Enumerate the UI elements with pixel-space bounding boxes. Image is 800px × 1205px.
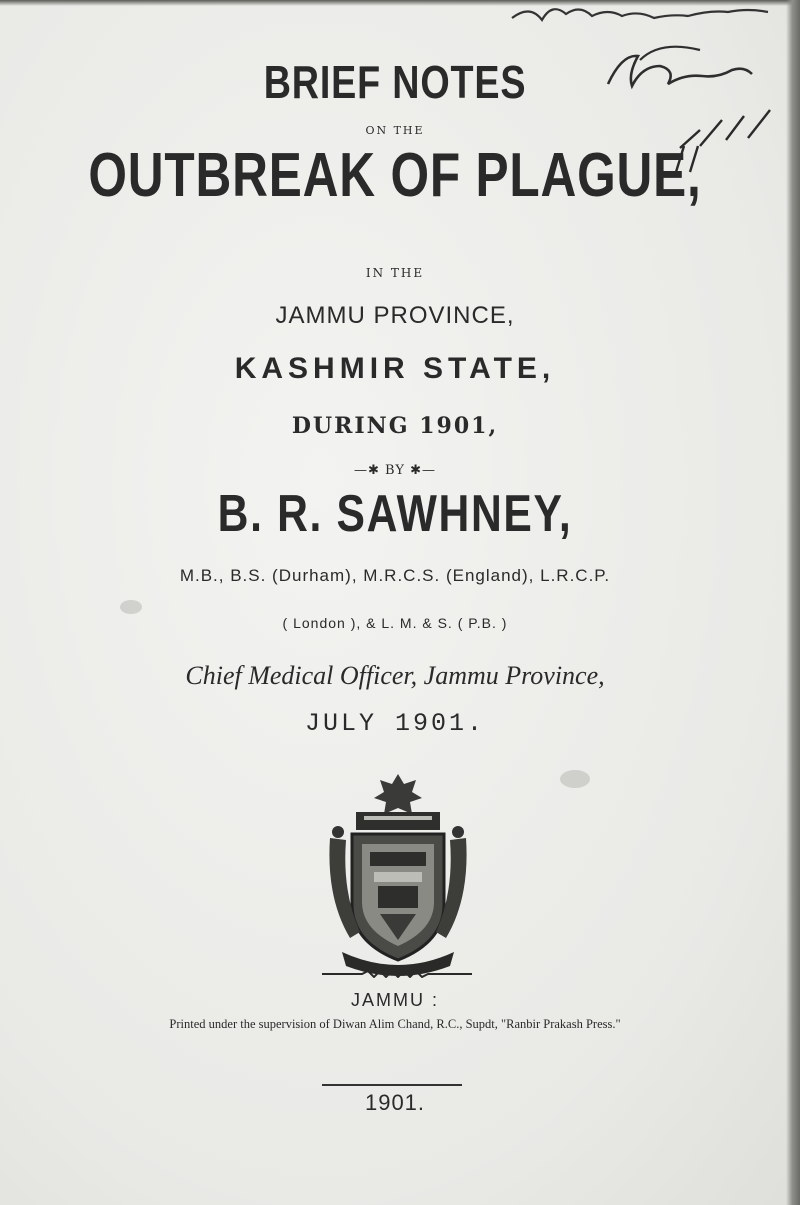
during-year-text: DURING 1901, [291, 413, 499, 439]
handwriting-top-right [512, 9, 768, 20]
author-degrees-2: ( London ), & L. M. & S. ( P.B. ) [282, 615, 508, 631]
title-line-brief-notes: BRIEF NOTES [263, 56, 527, 108]
state-text: KASHMIR STATE, [234, 352, 556, 385]
state-crest-icon [318, 768, 478, 978]
publication-year: 1901. [364, 1090, 426, 1115]
title-line-outbreak: OUTBREAK OF PLAGUE, [88, 141, 702, 210]
author-degrees-1: M.B., B.S. (Durham), M.R.C.S. (England), L.R.C.P. [179, 566, 611, 585]
publisher-city: JAMMU : [351, 990, 439, 1010]
title-connector: ON THE [365, 124, 425, 137]
page-top-shadow [0, 0, 800, 6]
decorative-rule [322, 970, 482, 978]
printer-line: Printed under the supervision of Diwan Alim Chand, R.C., Supdt, "Ranbir Prakash Press." [169, 1017, 621, 1031]
province-text: JAMMU PROVINCE, [275, 302, 515, 329]
year-rule [322, 1084, 462, 1086]
by-line: —✱ BY ✱— [354, 463, 436, 478]
publication-date: JULY 1901. [304, 709, 486, 738]
in-the-text: IN THE [365, 266, 425, 280]
author-title: Chief Medical Officer, Jammu Province, [185, 661, 605, 690]
foxing-spot [560, 770, 590, 788]
foxing-spot [120, 600, 142, 614]
author-name: B. R. SAWHNEY, [217, 485, 573, 543]
